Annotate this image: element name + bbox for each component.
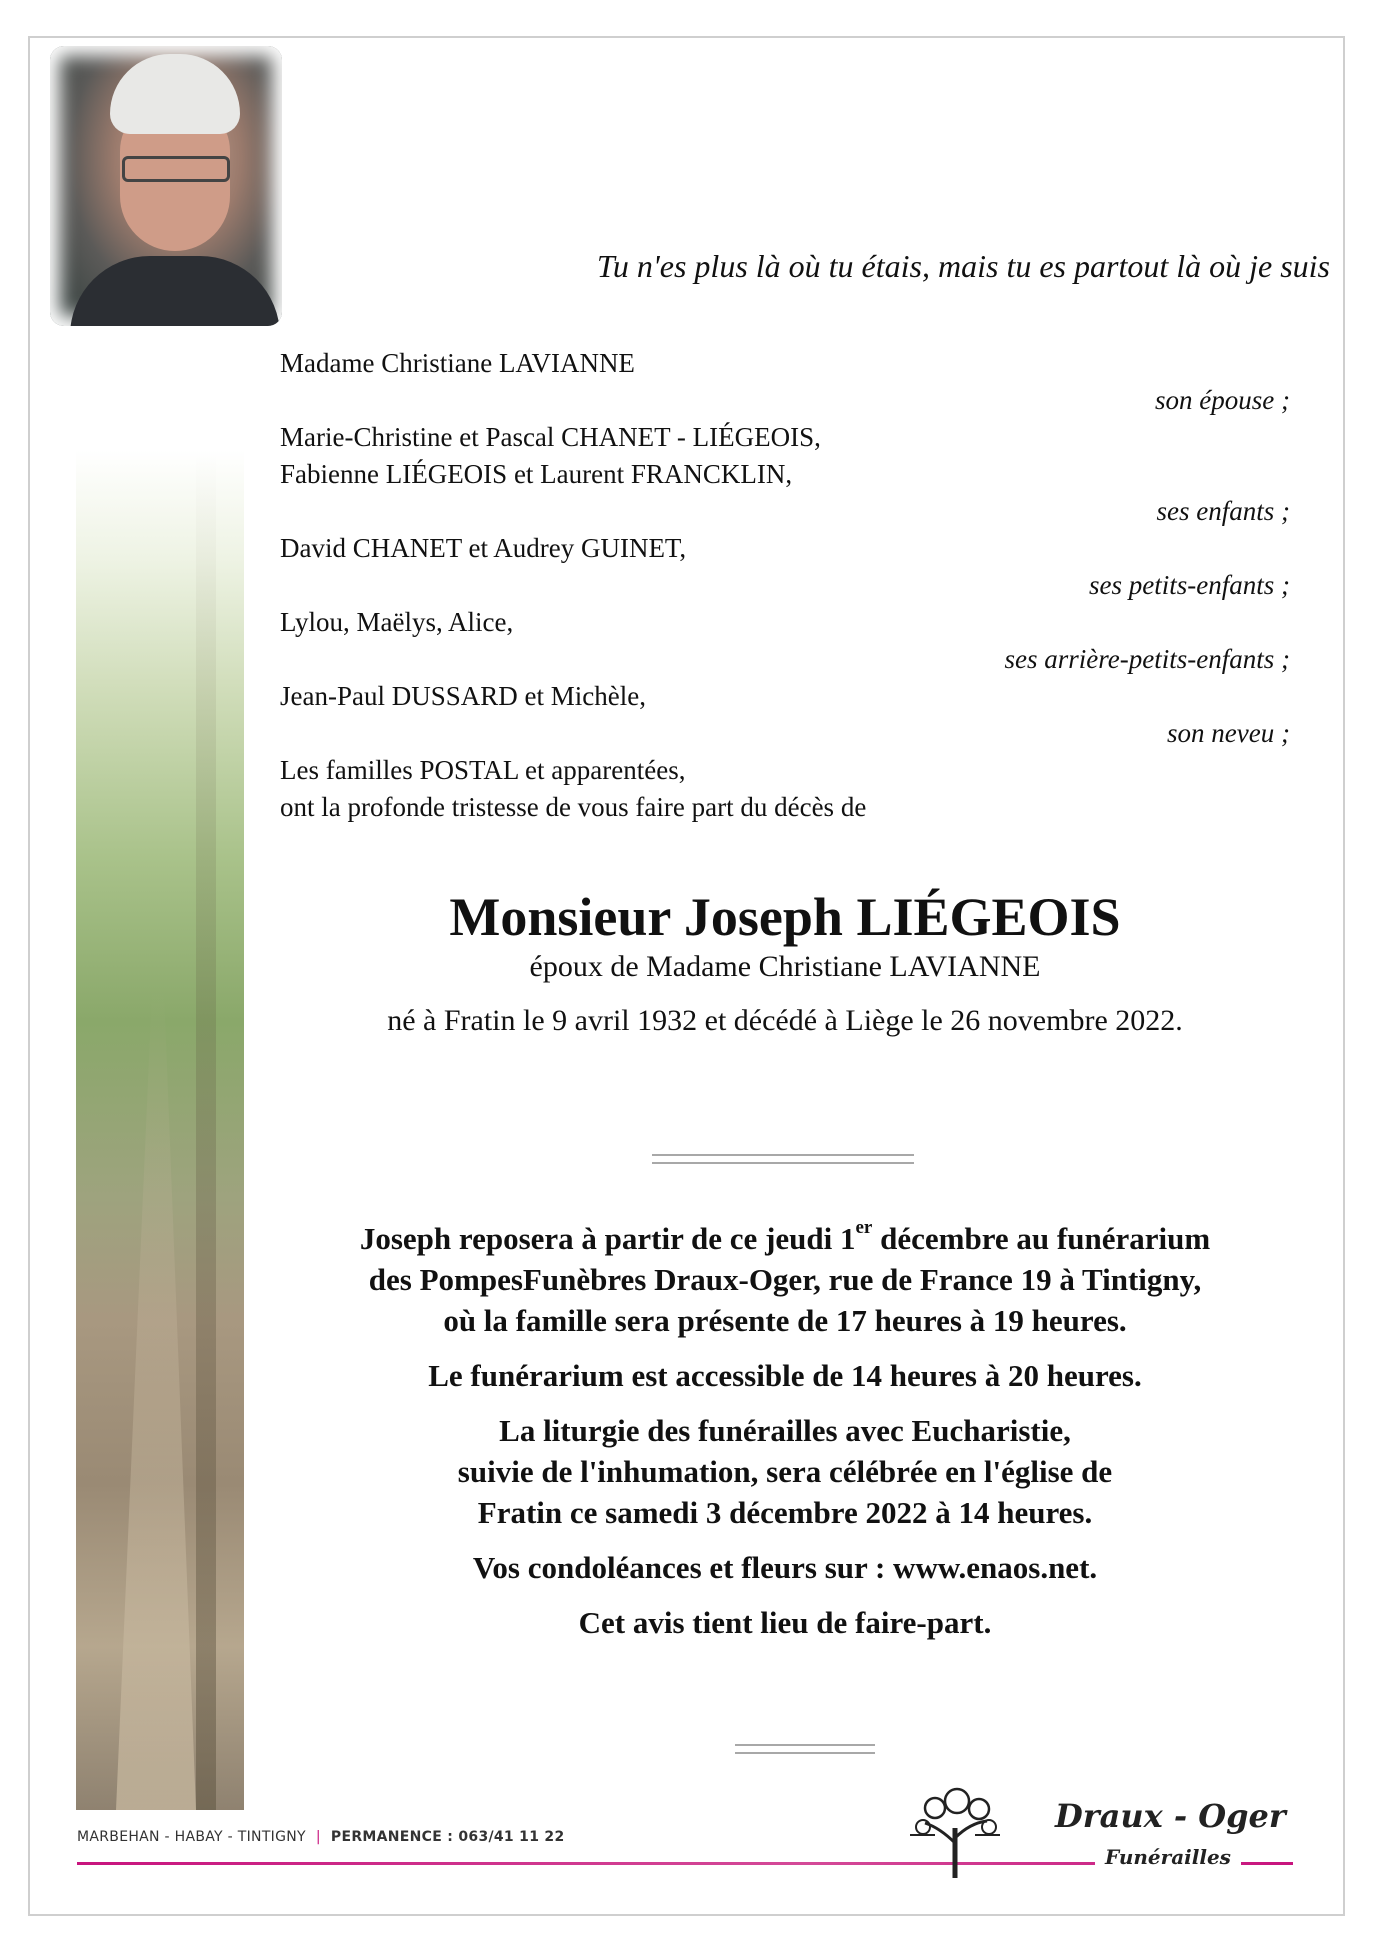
family-relation: ses petits-enfants ; <box>1089 570 1290 600</box>
family-name-line: Les familles POSTAL et apparentées, <box>280 755 686 785</box>
family-list <box>280 345 1290 826</box>
family-name-line: ont la profonde tristesse de vous faire part du décès de <box>280 792 867 822</box>
portrait-glasses <box>122 156 230 182</box>
funeral-notice <box>280 1218 1290 1657</box>
notice-liturgy <box>280 1410 1290 1533</box>
notice-access-hours: Le funérarium est accessible de 14 heures à 20 heures. <box>428 1358 1142 1393</box>
portrait-photo <box>50 46 282 326</box>
family-relation: son neveu ; <box>1167 718 1290 748</box>
family-relation: ses arrière-petits-enfants ; <box>1004 644 1290 674</box>
tree-logo-icon <box>905 1783 1005 1883</box>
family-relation: son épouse ; <box>1155 385 1290 415</box>
portrait-shoulders <box>70 256 280 326</box>
portrait-hair <box>110 54 240 134</box>
deceased-spouse: époux de Madame Christiane LAVIANNE <box>529 950 1041 983</box>
deceased-block <box>280 885 1290 1039</box>
forest-path-image <box>76 450 244 1810</box>
notice-visitation-text-end: décembre au funérarium <box>872 1221 1211 1256</box>
divider-top <box>652 1154 914 1164</box>
deceased-dates: né à Fratin le 9 avril 1932 et décédé à Liège le 26 novembre 2022. <box>387 1004 1183 1037</box>
family-name-line: Madame Christiane LAVIANNE <box>280 348 635 378</box>
notice-faire-part: Cet avis tient lieu de faire-part. <box>578 1605 992 1640</box>
logo-brand-name: Draux - Oger <box>1055 1797 1286 1835</box>
footer-permanence: PERMANENCE : 063/41 11 22 <box>330 1829 565 1845</box>
notice-visitation <box>280 1218 1290 1341</box>
notice-condolences: Vos condoléances et fleurs sur : www.enaos.net. <box>472 1550 1098 1585</box>
memorial-quote: Tu n'es plus là où tu étais, mais tu es partout là où je suis <box>596 248 1330 284</box>
family-name-line: Fabienne LIÉGEOIS et Laurent FRANCKLIN, <box>280 459 793 489</box>
family-name-line: David CHANET et Audrey GUINET, <box>280 533 687 563</box>
logo-subtitle: Funérailles <box>1095 1845 1241 1869</box>
company-logo <box>905 1783 1305 1883</box>
family-relation: ses enfants ; <box>1156 496 1290 526</box>
deceased-name: Monsieur Joseph LIÉGEOIS <box>449 887 1121 947</box>
divider-bottom <box>735 1744 875 1754</box>
notice-liturgy-line3: Fratin ce samedi 3 décembre 2022 à 14 heures. <box>477 1495 1093 1530</box>
notice-visitation-hours: où la famille sera présente de 17 heures à 19 heures. <box>443 1303 1127 1338</box>
footer-separator: | <box>315 1829 321 1845</box>
family-name-line: Lylou, Maëlys, Alice, <box>280 607 514 637</box>
notice-visitation-address: des PompesFunèbres Draux-Oger, rue de France 19 à Tintigny, <box>368 1262 1202 1297</box>
notice-visitation-text: Joseph reposera à partir de ce jeudi 1 <box>359 1221 856 1256</box>
notice-liturgy-line2: suivie de l'inhumation, sera célébrée en l'église de <box>457 1454 1113 1489</box>
footer-locations: MARBEHAN - HABAY - TINTIGNY <box>77 1829 306 1845</box>
footer-info <box>77 1829 565 1845</box>
family-name-line: Marie-Christine et Pascal CHANET - LIÉGEOIS, <box>280 422 821 452</box>
notice-superscript: er <box>855 1217 873 1238</box>
family-name-line: Jean-Paul DUSSARD et Michèle, <box>280 681 646 711</box>
notice-liturgy-line1: La liturgie des funérailles avec Eucharistie, <box>499 1413 1071 1448</box>
